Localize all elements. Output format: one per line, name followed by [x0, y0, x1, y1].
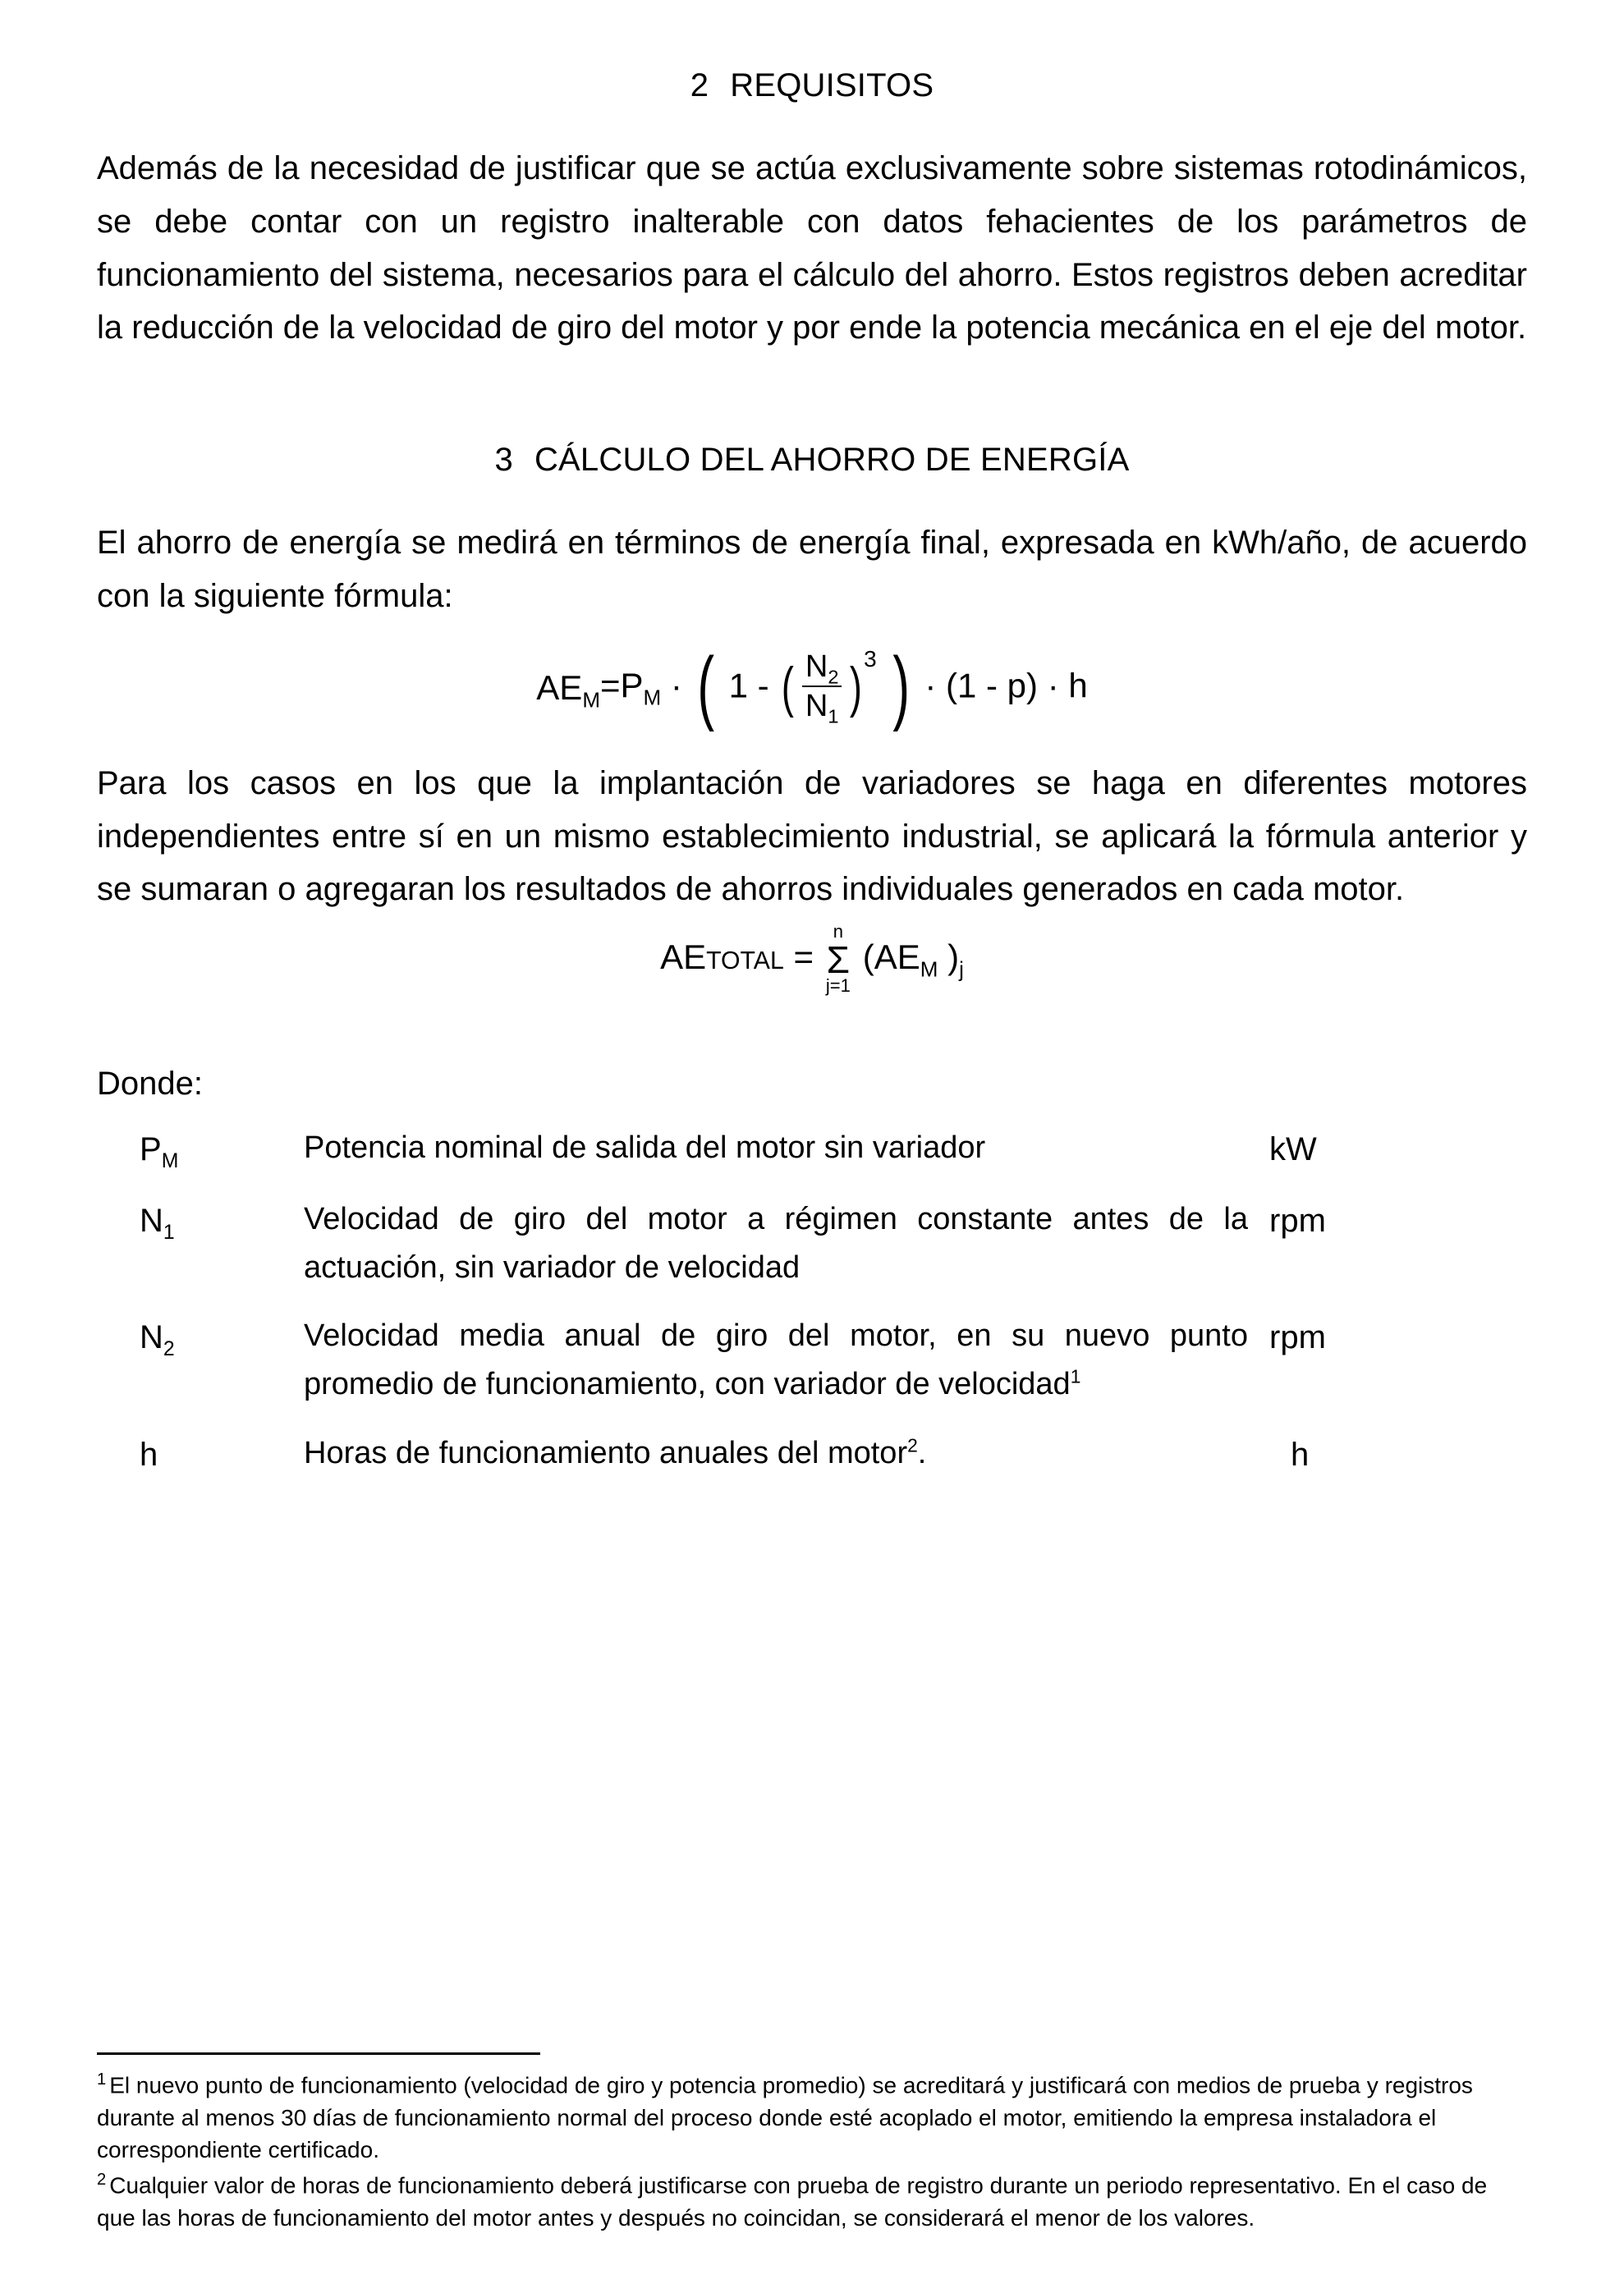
- definition-symbol: [140, 1429, 304, 1480]
- formula-dot-1: ·: [670, 666, 682, 705]
- definition-symbol-sub: M: [161, 1150, 179, 1173]
- formula-p-sub: M: [643, 685, 662, 710]
- definition-symbol-base: N: [140, 1319, 163, 1356]
- paragraph-calculo-intro: El ahorro de energía se medirá en términos de energía final, expresada en kWh/año, de acuerdo con la siguiente fórmula:: [97, 525, 1527, 614]
- formula-total-lhs-sub: TOTAL: [706, 947, 784, 975]
- formula-total-open: (AE: [862, 938, 920, 977]
- section-title-text: REQUISITOS: [730, 67, 934, 103]
- formula-total-lhs-base: AE: [660, 938, 707, 977]
- page-content: [97, 67, 1527, 1480]
- formula-close-paren-outer: ): [892, 640, 911, 733]
- formula-total-inner-sub: M: [920, 956, 938, 982]
- formula-one-minus: 1 -: [728, 666, 769, 705]
- footnote-2-marker: 2: [97, 2171, 107, 2190]
- formula-power-term: [620, 666, 662, 710]
- definition-description: [304, 1429, 1269, 1478]
- footnote-1-text: El nuevo punto de funcionamiento (velocidad de giro y potencia promedio) se acreditará y justificará con medios de prueba y registros durante al menos 30 días de funcionamiento normal del proceso donde esté acoplado el motor, emitiendo la empresa instaladora el correspondiente certificado.: [97, 2071, 1473, 2163]
- definition-symbol: [140, 1195, 304, 1246]
- definitions-list: [140, 1124, 1527, 1480]
- definition-description-text: Horas de funcionamiento anuales del motor: [304, 1435, 908, 1470]
- definition-unit: kW: [1269, 1131, 1317, 1168]
- definition-unit: h: [1291, 1436, 1310, 1473]
- section-heading-calculo: [97, 442, 1527, 479]
- definition-unit: rpm: [1269, 1202, 1326, 1239]
- formula-equals: =: [600, 666, 621, 705]
- summation-symbol: [825, 921, 851, 997]
- formula-exponent: 3: [864, 646, 877, 672]
- formula-close-paren-inner: ): [850, 655, 863, 718]
- formula-fraction-numerator-sub: 2: [828, 666, 839, 688]
- definition-description: [304, 1312, 1269, 1410]
- spacer: [97, 376, 1527, 424]
- formula-fraction-numerator-base: N: [805, 649, 828, 684]
- section-number: 2: [690, 67, 709, 103]
- definition-unit: rpm: [1269, 1319, 1326, 1356]
- formula-fraction-denominator-sub: 1: [828, 705, 839, 727]
- summation-upper-limit: n: [833, 921, 843, 942]
- formula-fraction-denominator: [802, 686, 842, 727]
- definition-row-n1: [140, 1195, 1527, 1293]
- footnote-ref-1: 1: [1070, 1365, 1081, 1387]
- formula-lhs-base: AE: [536, 668, 583, 708]
- formula-lhs: [536, 668, 600, 713]
- footnote-2: [97, 2168, 1527, 2235]
- footnote-ref-2: 2: [907, 1433, 918, 1456]
- formula-fraction: [797, 649, 847, 727]
- definition-symbol-base: P: [140, 1131, 162, 1168]
- definition-row-n2: [140, 1312, 1527, 1410]
- definition-symbol-sub: 1: [163, 1221, 175, 1244]
- definition-symbol: [140, 1124, 304, 1175]
- definition-description: Velocidad de giro del motor a régimen constante antes de la actuación, sin variador de velocidad: [304, 1201, 1248, 1285]
- section-title-text: CÁLCULO DEL AHORRO DE ENERGÍA: [534, 442, 1130, 479]
- definition-symbol: [140, 1312, 304, 1363]
- formula-tail: · (1 - p) · h: [924, 666, 1088, 705]
- footnote-2-text: Cualquier valor de horas de funcionamiento deberá justificarse con prueba de registro durante un periodo representativo. En el caso de que las horas de funcionamiento del motor antes y después no coincidan, se considerará el menor de los valores.: [97, 2172, 1488, 2231]
- formula-total-lhs: [660, 938, 784, 976]
- definition-symbol-base: N: [140, 1202, 163, 1239]
- formula-lhs-sub: M: [582, 687, 600, 713]
- formula-ahorro-motor: [97, 640, 1527, 733]
- formula-fraction-denominator-base: N: [805, 689, 828, 724]
- footnote-1: [97, 2068, 1527, 2167]
- paragraph-requisitos: Además de la necesidad de justificar que se actúa exclusivamente sobre sistemas rotodinámicos, se debe contar con un registro inalterable con datos fehacientes de los parámetros de funcionamiento del sistema, necesarios para el cálculo del ahorro. Estos registros deben acreditar la reducción de la velocidad de giro del motor y por ende la potencia mecánica en el eje del motor.: [97, 150, 1527, 346]
- section-number: 3: [494, 442, 513, 479]
- formula-open-paren-inner: (: [782, 655, 795, 718]
- formula-total-close: ): [947, 938, 960, 977]
- footnote-1-marker: 1: [97, 2070, 107, 2089]
- formula-fraction-numerator: [802, 649, 842, 686]
- formula-total-equals: =: [793, 938, 814, 977]
- formula-ahorro-total: [97, 921, 1527, 997]
- footnote-separator: [97, 2052, 540, 2055]
- section-heading-requisitos: [97, 67, 1527, 104]
- paragraph-varios-motores: Para los casos en los que la implantación de variadores se haga en diferentes motores independientes entre sí en un mismo establecimiento industrial, se aplicará la fórmula anterior y se sumaran o agregaran los resultados de ahorros individuales generados en cada motor.: [97, 764, 1527, 908]
- definition-description-text: Velocidad media anual de giro del motor, en su nuevo punto promedio de funcionamiento, con variador de velocidad: [304, 1318, 1248, 1402]
- definition-row-pm: [140, 1124, 1527, 1175]
- definition-row-h: [140, 1429, 1527, 1480]
- formula-open-paren-outer: (: [696, 640, 714, 733]
- definition-symbol-base: h: [140, 1436, 158, 1473]
- definition-symbol-sub: 2: [163, 1338, 175, 1361]
- sigma-icon: Σ: [826, 938, 851, 982]
- formula-total-outer-sub: j: [959, 956, 964, 982]
- donde-label: Donde:: [97, 1066, 203, 1103]
- formula-p-base: P: [620, 666, 644, 705]
- summation-lower-limit: j=1: [825, 975, 851, 997]
- footnotes-area: [97, 2052, 1527, 2236]
- definition-description: Potencia nominal de salida del motor sin variador: [304, 1130, 986, 1166]
- definition-description-tail: .: [917, 1435, 927, 1470]
- spacer: [97, 987, 1527, 1066]
